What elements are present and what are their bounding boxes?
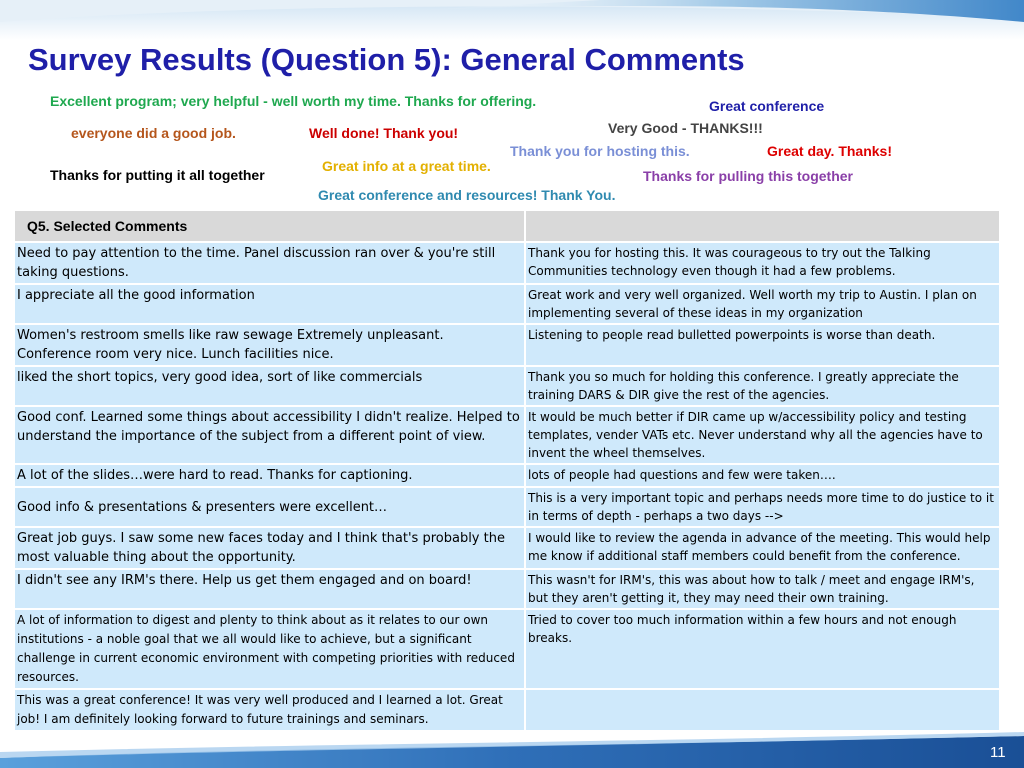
floating-comment: Thanks for pulling this together: [643, 168, 853, 184]
table-row: [14, 464, 1000, 487]
table-cell: Need to pay attention to the time. Panel discussion ran over & you're still taking questions.: [14, 242, 525, 284]
table-cell: liked the short topics, very good idea, sort of like commercials: [14, 366, 525, 406]
table-row: [14, 487, 1000, 527]
slide-title: Survey Results (Question 5): General Comments: [28, 42, 745, 77]
table-cell: Tried to cover too much information within a few hours and not enough breaks.: [525, 609, 1000, 689]
table-cell: Good conf. Learned some things about accessibility I didn't realize. Helped to understand the importance of the subject from a different point of view.: [14, 406, 525, 464]
table-cell: A lot of the slides…were hard to read. Thanks for captioning.: [14, 464, 525, 487]
header-swoosh: [0, 0, 1024, 40]
table-row: [14, 689, 1000, 731]
table-row: [14, 569, 1000, 609]
floating-comment: Excellent program; very helpful - well worth my time. Thanks for offering.: [50, 93, 537, 109]
table-cell: This is a very important topic and perhaps needs more time to do justice to it in terms of depth - perhaps a two days -->: [525, 487, 1000, 527]
comments-table: [13, 209, 1001, 732]
table-cell: [525, 689, 1000, 731]
floating-comment: Well done! Thank you!: [309, 125, 459, 141]
footer-swoosh: [0, 728, 1024, 768]
table-cell: I didn't see any IRM's there. Help us get them engaged and on board!: [14, 569, 525, 609]
table-row: [14, 284, 1000, 324]
table-cell: A lot of information to digest and plenty to think about as it relates to our own institutions - a noble goal that we all would like to achieve, but a significant challenge in current economic environment with competing priorities with reduced resources.: [14, 609, 525, 689]
table-cell: Thank you for hosting this. It was courageous to try out the Talking Communities technology even though it had a few problems.: [525, 242, 1000, 284]
table-cell: I would like to review the agenda in advance of the meeting. This would help me know if additional staff members could benefit from the conference.: [525, 527, 1000, 569]
column-header: [525, 210, 1000, 242]
table-cell: Thank you so much for holding this conference. I greatly appreciate the training DARS & DIR give the rest of the agencies.: [525, 366, 1000, 406]
table-cell: This wasn't for IRM's, this was about how to talk / meet and engage IRM's, but they aren't getting it, they may need their own training.: [525, 569, 1000, 609]
table-cell: Women's restroom smells like raw sewage Extremely unpleasant. Conference room very nice. Lunch facilities nice.: [14, 324, 525, 366]
floating-comment: Very Good - THANKS!!!: [608, 120, 763, 136]
table-row: [14, 609, 1000, 689]
table-cell: Listening to people read bulletted powerpoints is worse than death.: [525, 324, 1000, 366]
table-cell: Good info & presentations & presenters were excellent…: [14, 487, 525, 527]
table-cell: It would be much better if DIR came up w/accessibility policy and testing templates, vender VATs etc. Never understand why all the agencies have to invent the wheel themselves.: [525, 406, 1000, 464]
table-cell: Great job guys. I saw some new faces today and I think that's probably the most valuable thing about the opportunity.: [14, 527, 525, 569]
table-row: [14, 406, 1000, 464]
table-cell: I appreciate all the good information: [14, 284, 525, 324]
floating-comment: Thanks for putting it all together: [50, 167, 265, 183]
table-row: [14, 324, 1000, 366]
column-header: Q5. Selected Comments: [14, 210, 525, 242]
table-row: [14, 242, 1000, 284]
floating-comment: Great conference and resources! Thank You.: [318, 187, 616, 203]
table-cell: Great work and very well organized. Well worth my trip to Austin. I plan on implementing several of these ideas in my organization: [525, 284, 1000, 324]
floating-comment: Great info at a great time.: [322, 158, 491, 174]
table-cell: This was a great conference! It was very well produced and I learned a lot. Great job! I am definitely looking forward to future trainings and seminars.: [14, 689, 525, 731]
floating-comment: Great conference: [709, 98, 825, 114]
floating-comment: Great day. Thanks!: [767, 143, 893, 159]
floating-comment: everyone did a good job.: [71, 125, 236, 141]
table-row: [14, 366, 1000, 406]
table-header-row: [14, 210, 1000, 242]
slide-number: 11: [990, 744, 1006, 761]
table-cell: lots of people had questions and few were taken….: [525, 464, 1000, 487]
floating-comment: Thank you for hosting this.: [510, 143, 690, 159]
table-row: [14, 527, 1000, 569]
